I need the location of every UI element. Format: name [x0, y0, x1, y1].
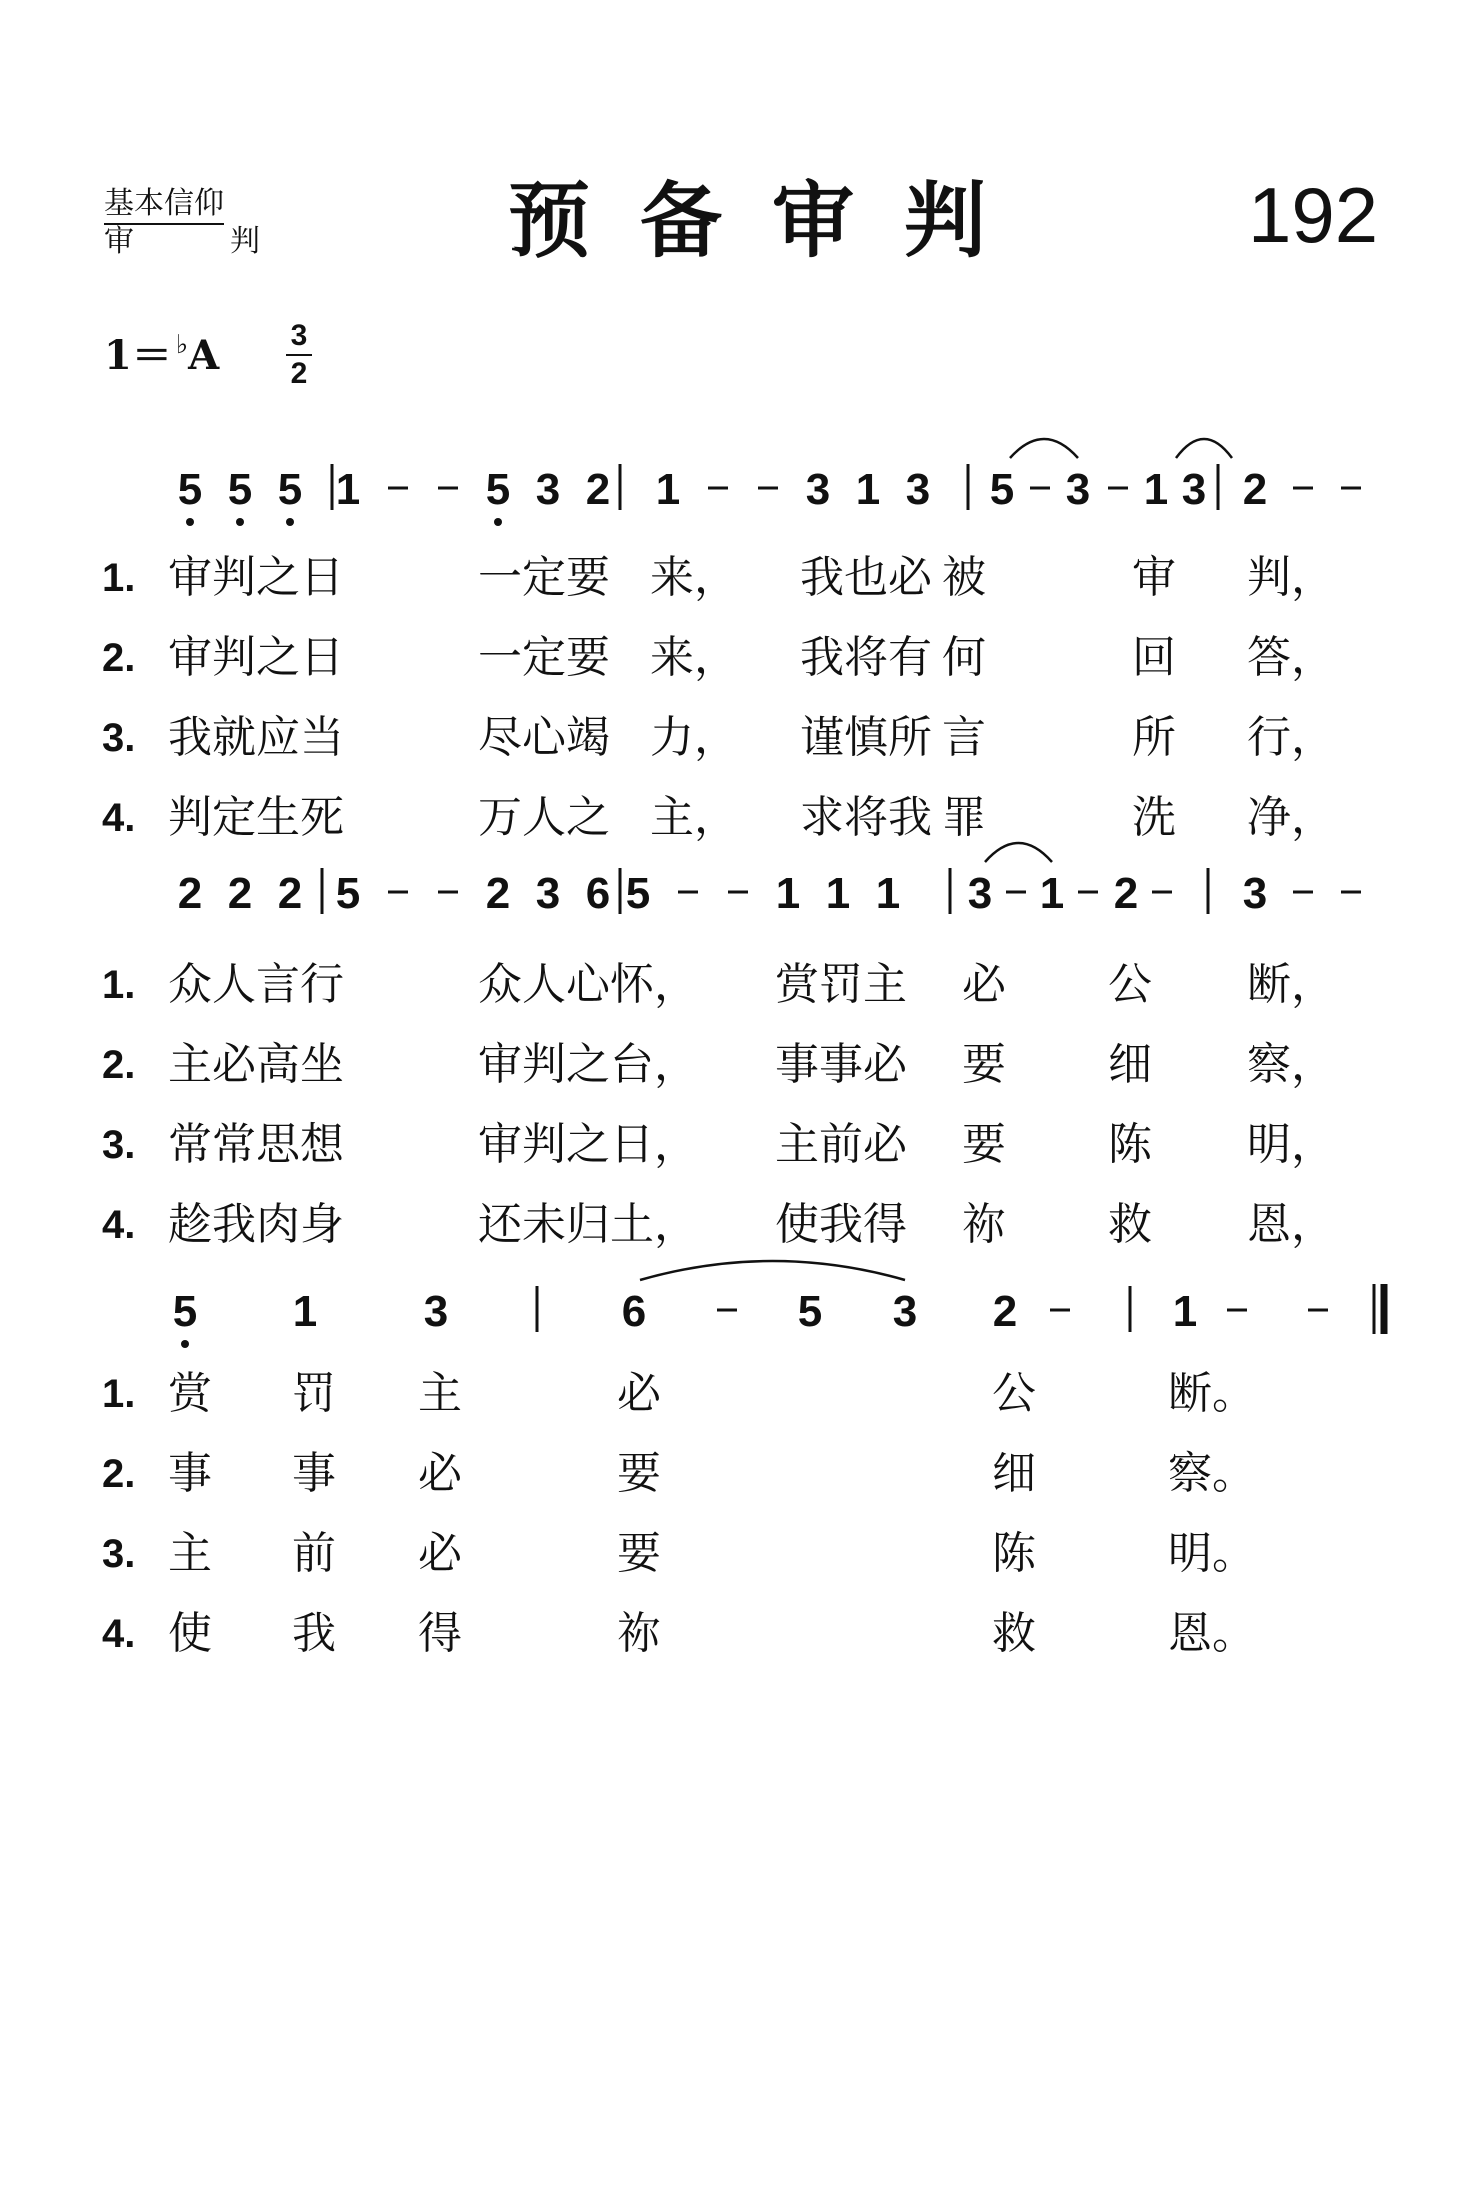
lyric-phrase: 得: [418, 1608, 462, 1659]
lyric-phrase: 主，: [650, 792, 738, 843]
note-digit: 1: [825, 869, 851, 918]
note-digit: 5: [625, 869, 651, 918]
lyric-phrase: 审判之台，: [478, 1039, 698, 1090]
lyric-phrase: 必: [962, 959, 1006, 1010]
note-digit: 3: [905, 465, 931, 514]
note-digit: 1: [1143, 465, 1169, 514]
lyric-phrase: 罚: [292, 1368, 336, 1419]
note-digit: 5: [797, 1287, 823, 1336]
lyric-phrase: 陈: [1108, 1119, 1152, 1170]
lyric-phrase: 主: [168, 1528, 212, 1579]
lyric-phrase: 救: [992, 1608, 1036, 1659]
note-digit: 3: [1065, 465, 1091, 514]
lyric-phrase: 要: [962, 1119, 1006, 1170]
verse-line: [0, 1197, 1476, 1253]
verse-line: [0, 1366, 1476, 1422]
verse-number: 2.: [102, 1043, 136, 1087]
note-digit: 1: [655, 465, 681, 514]
lyric-phrase: 被: [942, 552, 986, 603]
low-octave-dot: [181, 1340, 189, 1348]
hymn-title: 预备审判: [508, 174, 1037, 269]
low-octave-dot: [286, 518, 294, 526]
note-digit: 1: [292, 1287, 318, 1336]
lyric-phrase: 公: [1108, 959, 1152, 1010]
lyric-phrase: 必: [418, 1448, 462, 1499]
note-digit: 2: [1242, 465, 1268, 514]
lyric-phrase: 一定要: [478, 552, 610, 603]
flat-sign: ♭: [175, 330, 189, 360]
lyric-phrase: 众人言行: [168, 959, 344, 1010]
verse-number: 1.: [102, 1372, 136, 1416]
note-digit: 2: [992, 1287, 1018, 1336]
lyric-phrase: 言: [942, 712, 986, 763]
verse-line: [0, 630, 1476, 686]
note-digit: 5: [335, 869, 361, 918]
note-digit: 2: [227, 869, 253, 918]
note-digit: 3: [805, 465, 831, 514]
hymn-number: 192: [1248, 171, 1379, 259]
note-digit: 2: [485, 869, 511, 918]
note-digit: 3: [535, 465, 561, 514]
lyric-phrase: 审: [1132, 552, 1176, 603]
lyric-phrase: 审判之日: [168, 632, 344, 683]
verse-line: [0, 1606, 1476, 1662]
lyric-phrase: 来，: [650, 632, 738, 683]
note-digit: 5: [277, 465, 303, 514]
lyric-phrase: 断，: [1247, 959, 1335, 1010]
lyric-phrase: 洗: [1132, 792, 1176, 843]
note-digit: 5: [989, 465, 1015, 514]
lyric-phrase: 我就应当: [168, 712, 344, 763]
note-digit: 5: [172, 1287, 198, 1336]
note-digit: 2: [1113, 869, 1139, 918]
lyric-phrase: 判定生死: [168, 792, 344, 843]
lyric-phrase: 净，: [1247, 792, 1335, 843]
lyric-phrase: 回: [1132, 632, 1176, 683]
note-digit: 3: [1242, 869, 1268, 918]
lyric-phrase: 事: [292, 1448, 336, 1499]
lyric-phrase: 行，: [1247, 712, 1335, 763]
note-digit: 3: [892, 1287, 918, 1336]
subcategory-char: 判: [230, 224, 260, 259]
note-digit: 3: [1181, 465, 1207, 514]
verse-number: 1.: [102, 963, 136, 1007]
lyric-phrase: 必: [617, 1368, 661, 1419]
lyric-phrase: 趁我肉身: [168, 1199, 344, 1250]
note-digit: 3: [423, 1287, 449, 1336]
lyric-phrase: 祢: [962, 1199, 1006, 1250]
lyric-phrase: 细: [1108, 1039, 1152, 1090]
note-digit: 6: [585, 869, 611, 918]
tie-arc: [640, 1261, 905, 1280]
verse-line: [0, 1117, 1476, 1173]
verse-line: [0, 1446, 1476, 1502]
lyric-phrase: 赏罚主: [775, 959, 907, 1010]
lyric-phrase: 要: [617, 1528, 661, 1579]
note-digit: 1: [875, 869, 901, 918]
lyric-phrase: 要: [617, 1448, 661, 1499]
note-digit: 1: [335, 465, 361, 514]
lyric-phrase: 明。: [1168, 1528, 1256, 1579]
lyric-phrase: 祢: [617, 1608, 661, 1659]
lyric-phrase: 主必高坐: [168, 1039, 344, 1090]
lyric-phrase: 还未归土，: [478, 1199, 698, 1250]
note-digit: 1: [1039, 869, 1065, 918]
lyric-phrase: 一定要: [478, 632, 610, 683]
lyric-phrase: 众人心怀，: [478, 959, 698, 1010]
note-digit: 1: [1172, 1287, 1198, 1336]
verse-number: 4.: [102, 796, 136, 840]
tie-arc: [1176, 439, 1232, 458]
verse-number: 3.: [102, 1123, 136, 1167]
lyric-phrase: 陈: [992, 1528, 1036, 1579]
verse-line: [0, 710, 1476, 766]
lyric-phrase: 事: [168, 1448, 212, 1499]
lyric-phrase: 察。: [1168, 1448, 1256, 1499]
note-digit: 2: [585, 465, 611, 514]
note-digit: 5: [485, 465, 511, 514]
lyric-phrase: 主前必: [775, 1119, 907, 1170]
verse-number: 2.: [102, 636, 136, 680]
lyric-phrase: 常常思想: [168, 1119, 344, 1170]
low-octave-dot: [236, 518, 244, 526]
note-digit: 3: [535, 869, 561, 918]
note-digit: 2: [277, 869, 303, 918]
lyric-phrase: 我: [292, 1608, 336, 1659]
lyric-phrase: 谨慎所: [800, 712, 932, 763]
verse-line: [0, 957, 1476, 1013]
lyric-phrase: 赏: [168, 1368, 212, 1419]
subcategory-char: 审: [104, 224, 134, 259]
verse-number: 3.: [102, 1532, 136, 1576]
lyric-phrase: 我也必: [800, 552, 932, 603]
lyric-phrase: 明，: [1247, 1119, 1335, 1170]
lyric-phrase: 万人之: [478, 792, 610, 843]
verse-line: [0, 1526, 1476, 1582]
verse-line: [0, 550, 1476, 606]
note-digit: 2: [177, 869, 203, 918]
note-digit: 1: [855, 465, 881, 514]
lyric-phrase: 我将有: [800, 632, 932, 683]
lyric-phrase: 要: [962, 1039, 1006, 1090]
lyric-phrase: 使我得: [775, 1199, 907, 1250]
lyric-phrase: 判，: [1247, 552, 1335, 603]
lyric-phrase: 审判之日，: [478, 1119, 698, 1170]
tie-arc: [1010, 439, 1078, 458]
key-note: A: [188, 332, 220, 379]
lyric-phrase: 使: [168, 1608, 212, 1659]
lyric-phrase: 细: [992, 1448, 1036, 1499]
lyric-phrase: 力，: [650, 712, 738, 763]
lyric-phrase: 主: [418, 1368, 462, 1419]
lyric-phrase: 答，: [1247, 632, 1335, 683]
lyric-phrase: 求将我: [800, 792, 932, 843]
note-digit: 3: [967, 869, 993, 918]
verse-number: 2.: [102, 1452, 136, 1496]
verse-number: 4.: [102, 1203, 136, 1247]
note-digit: 6: [621, 1287, 647, 1336]
lyric-phrase: 救: [1108, 1199, 1152, 1250]
low-octave-dot: [494, 518, 502, 526]
key-prefix: 1＝: [104, 332, 172, 379]
low-octave-dot: [186, 518, 194, 526]
lyric-phrase: 何: [942, 632, 986, 683]
verse-line: [0, 790, 1476, 846]
note-digit: 1: [775, 869, 801, 918]
verse-number: 1.: [102, 556, 136, 600]
meter-denominator: 2: [290, 357, 308, 390]
lyric-phrase: 公: [992, 1368, 1036, 1419]
lyric-phrase: 所: [1132, 712, 1176, 763]
note-digit: 5: [177, 465, 203, 514]
lyric-phrase: 断。: [1168, 1368, 1256, 1419]
lyric-phrase: 罪: [942, 792, 986, 843]
verse-number: 4.: [102, 1612, 136, 1656]
lyric-phrase: 察，: [1247, 1039, 1335, 1090]
verse-line: [0, 1037, 1476, 1093]
verse-number: 3.: [102, 716, 136, 760]
lyric-phrase: 尽心竭: [478, 712, 610, 763]
lyric-phrase: 事事必: [775, 1039, 907, 1090]
meter-numerator: 3: [286, 320, 312, 356]
lyric-phrase: 来，: [650, 552, 738, 603]
category-label: 基本信仰: [104, 186, 224, 225]
lyric-phrase: 恩。: [1168, 1608, 1256, 1659]
lyric-phrase: 前: [292, 1528, 336, 1579]
lyric-phrase: 必: [418, 1528, 462, 1579]
lyric-phrase: 审判之日: [168, 552, 344, 603]
note-digit: 5: [227, 465, 253, 514]
lyric-phrase: 恩，: [1247, 1199, 1335, 1250]
